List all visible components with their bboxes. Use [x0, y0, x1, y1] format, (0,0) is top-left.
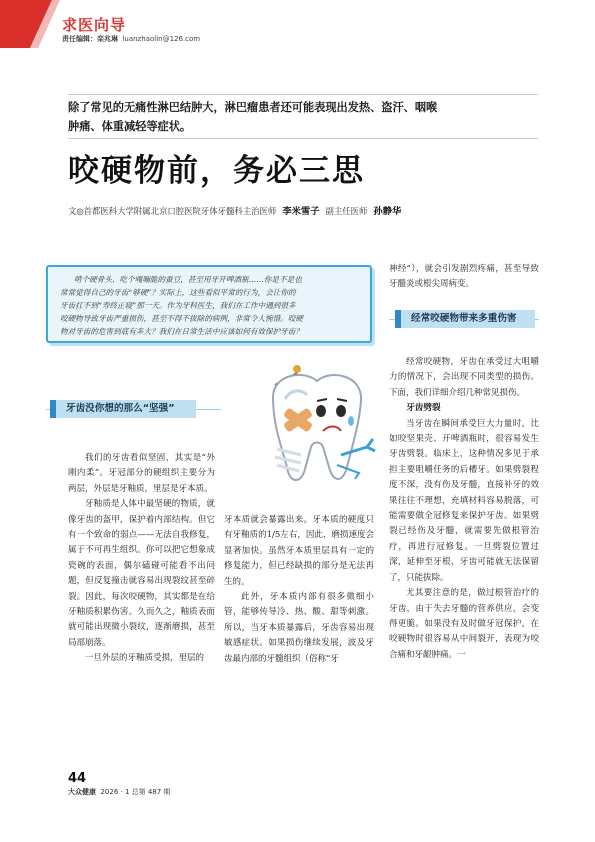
col2-paragraph-1: 牙本质就会暴露出来。牙本质的硬度只有牙釉质的1/5左右，因此，磨损速度会显著加快。虽然牙本质里层具有一定的修复能力，但已经缺损的部分是无法再生的。	[224, 515, 374, 587]
editor-name: 栾兆琳	[97, 35, 118, 43]
byline-prefix: 文◎首都医科大学附属北京口腔医院牙体牙髓科主治医师	[68, 206, 277, 216]
col1-paragraph-1: 我们的牙齿看似坚固，其实是“外刚内柔”。牙冠部分的硬组织主要分为两层，外层是牙釉质，里层是牙本质。	[68, 453, 215, 494]
magazine-name: 大众健康	[68, 788, 96, 796]
article-title: 咬硬物前，务必三思	[68, 153, 365, 189]
intro-text	[60, 273, 360, 338]
intro-box	[46, 265, 372, 343]
column-3-top	[389, 262, 539, 293]
intro-line-2: 常常觉得自己的牙齿“够硬”？实际上，这些看似平常的行为，会让你的	[60, 288, 296, 297]
editor-email: luanzhaolin@126.com	[122, 35, 201, 43]
lead-text	[68, 98, 538, 136]
lead-rule-top	[68, 94, 538, 95]
lead-rule-bottom	[68, 138, 538, 139]
column-3	[389, 355, 539, 663]
injured-tooth-icon	[255, 355, 380, 500]
section-name: 求医向导	[62, 16, 127, 34]
col2-paragraph-2: 此外，牙本质内部有很多微细小管，能够传导冷、热、酸、甜等刺激。所以，当牙本质暴露后，牙齿容易出现敏感症状。如果损伤继续发展，波及牙齿最内部的牙髓组织（俗称“牙	[224, 592, 374, 664]
lead-line-2: 肿痛、体重减轻等症状。	[68, 120, 192, 133]
col1-paragraph-2: 牙釉质是人体中最坚硬的物质，就像牙齿的盔甲，保护着内部结构。但它有一个致命的弱点——无法自我修复，属于不可再生组织。你可以把它想象成瓷碗的表面，偶尔磕碰可能看不出问题，但反复撞击就容易出现裂纹甚至碎裂。因此，每次咬硬物，其实都是在给牙釉质积累伤害。久而久之，釉质表面就可能出现微小裂纹，逐渐磨损，甚至局部崩落。	[68, 499, 215, 648]
col3-paragraph-3: 当牙齿在瞬间承受巨大力量时，比如咬坚果壳、开啤酒瓶时，很容易发生牙齿劈裂。临床上，这种情况多见于承担主要咀嚼任务的后槽牙。如果劈裂程度不深，没有伤及牙髓，直接补牙的效果往往不理想，充填材料容易脱落，可能需要做全冠修复来保护牙齿。如果劈裂已经伤及牙髓，就需要先做根管治疗，再进行冠修复。一旦劈裂位置过深，延伸至牙根，牙齿可能就无法保留了，只能拔除。	[389, 418, 539, 583]
issue-info	[68, 787, 170, 797]
corner-decoration-icon	[0, 0, 60, 48]
byline	[68, 203, 401, 217]
section-1-heading: 牙齿没你想的那么“坚强”	[50, 400, 196, 418]
author-1: 李米雪子	[282, 206, 320, 217]
intro-line-5: 物对牙齿的危害到底有多大？我们在日常生活中应该如何有效保护牙齿？	[60, 327, 303, 336]
editor-label: 责任编辑：	[62, 35, 97, 43]
lead-line-1: 除了常见的无痛性淋巴结肿大，淋巴瘤患者还可能表现出发热、盗汗、咽喉	[68, 101, 438, 114]
editor-line	[62, 34, 200, 44]
col3-paragraph-1: 神经”），就会引发剧烈疼痛，甚至导致牙髓炎或根尖周病变。	[389, 264, 539, 290]
col3-subheading: 牙齿劈裂	[406, 403, 441, 414]
column-1	[68, 451, 215, 667]
intro-line-3: 牙齿扛不到“寿终正寝”那一天。作为牙科医生，我们在工作中遇到很多	[60, 301, 296, 310]
col3-paragraph-4: 尤其要注意的是，做过根管治疗的牙齿，由于失去牙髓的营养供应，会变得更脆。如果没有及时做牙冠保护，在咬硬物时很容易从中间裂开，表现为咬合痛和牙龈肿痛。一	[389, 588, 539, 660]
intro-line-4: 咬硬物导致牙齿严重损伤，甚至不得不拔除的病例，非常令人惋惜。咬硬	[60, 314, 303, 323]
issue-number: 2026 · 1 总第 487 期	[100, 788, 171, 796]
column-2	[224, 513, 374, 667]
author-2-title: 副主任医师	[325, 206, 368, 216]
section-2-heading: 经常咬硬物带来多重伤害	[395, 310, 535, 328]
page-number: 44	[68, 771, 87, 786]
col3-paragraph-2: 经常咬硬物，牙齿在承受过大咀嚼力的情况下，会出现不同类型的损伤。下面，我们详细介绍几种常见损伤。	[389, 357, 539, 398]
col1-paragraph-3: 一旦外层的牙釉质受损，里层的	[85, 653, 205, 664]
intro-line-1: 啃个硬骨头、吃个嘎嘣脆的蚕豆，甚至用牙开啤酒瓶……你是不是也	[74, 275, 302, 284]
author-2: 孙静华	[373, 206, 402, 217]
